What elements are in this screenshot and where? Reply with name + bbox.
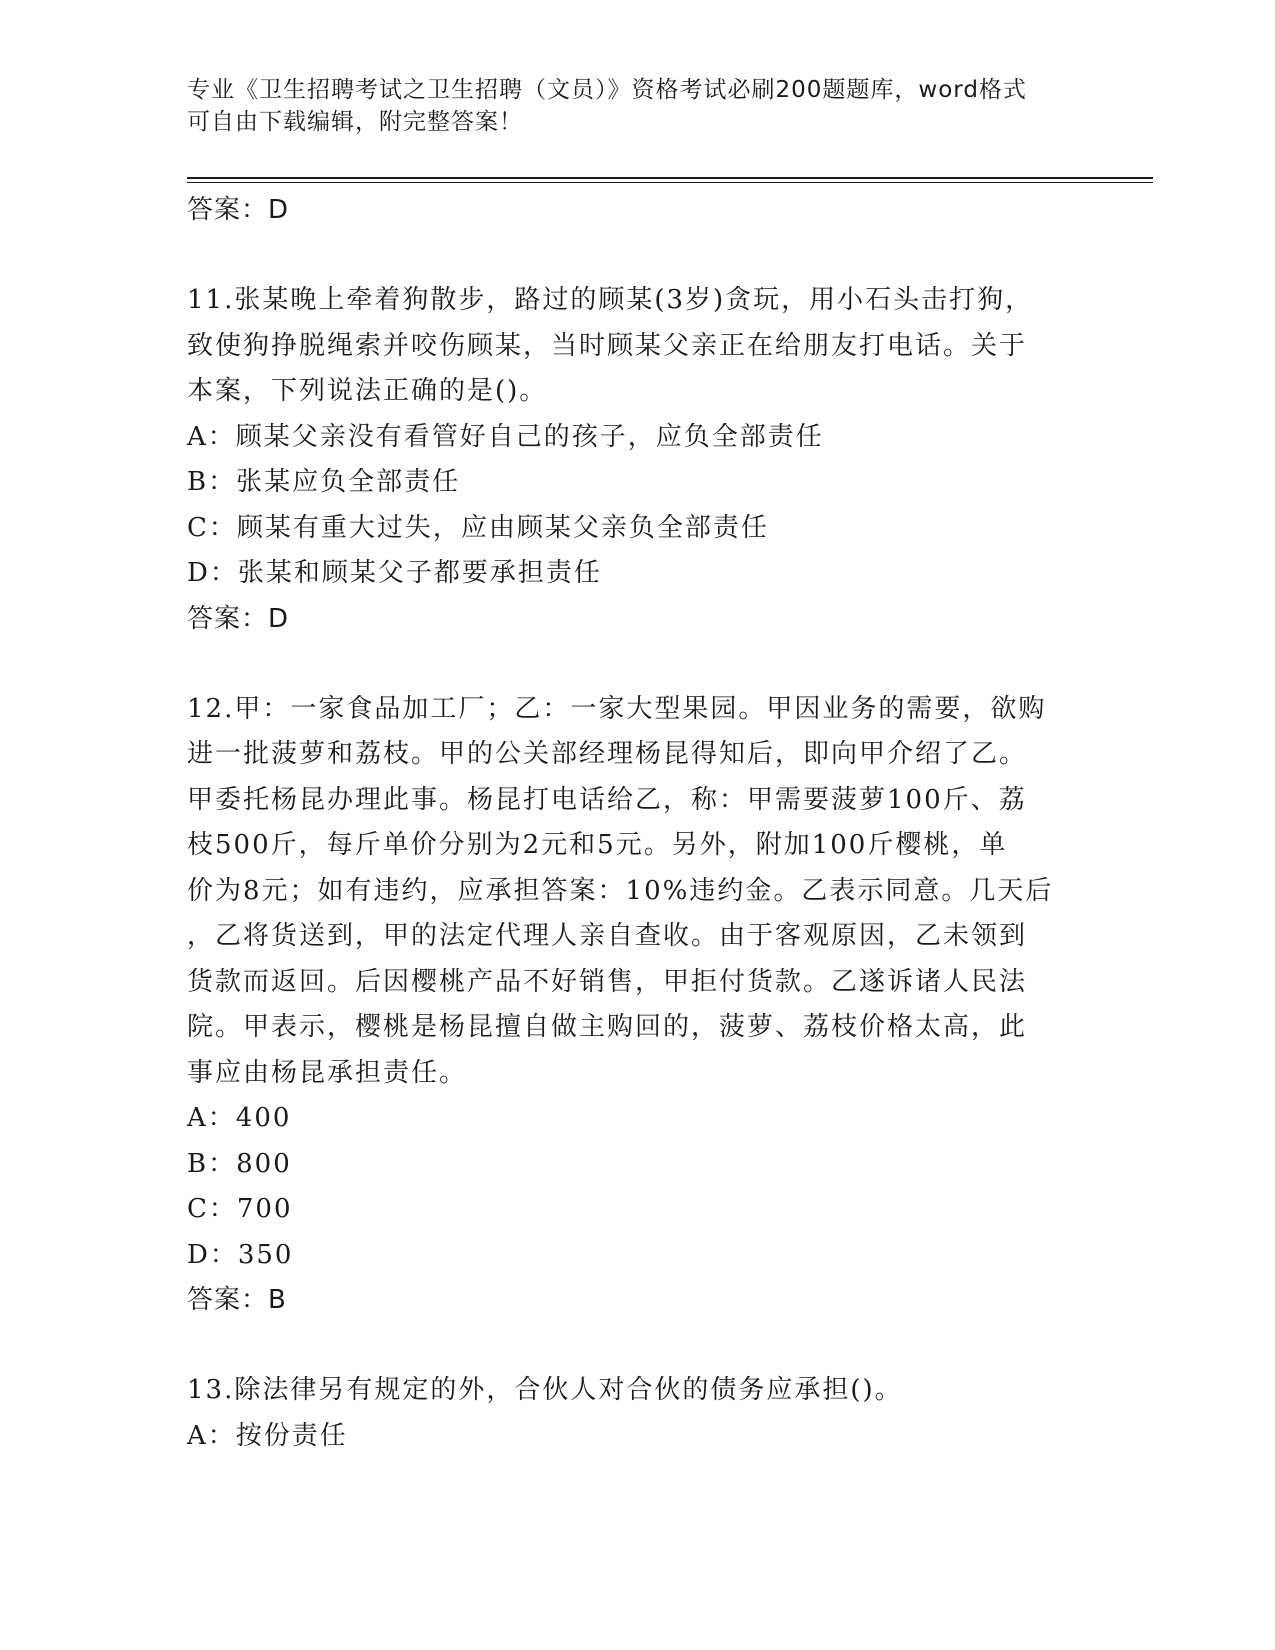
option-c: C：700 [187, 1194, 293, 1224]
spacer [187, 233, 1087, 278]
question-line: 院。甲表示，樱桃是杨昆擅自做主购回的，菠萝、荔枝价格太高，此 [187, 1012, 1028, 1042]
question-11 [187, 278, 1087, 415]
option-a: A：按份责任 [187, 1420, 348, 1451]
option-d: D：张某和顾某父子都要承担责任 [187, 558, 602, 588]
question-line: 致使狗挣脱绳索并咬伤顾某，当时顾某父亲正在给朋友打电话。关于 [187, 330, 1028, 361]
option-d: D：350 [187, 1239, 294, 1270]
option-c: C：顾某有重大过失，应由顾某父亲负全部责任 [187, 512, 769, 543]
document-body [187, 188, 1087, 1459]
question-line: 事应由杨昆承担责任。 [187, 1057, 468, 1088]
question-line: 本案，下列说法正确的是()。 [187, 376, 548, 406]
answer-line-q10: 答案：D [187, 195, 290, 225]
answer-line-q12: 答案：B [187, 1285, 287, 1315]
question-line: 进一批菠萝和荔枝。甲的公关部经理杨昆得知后，即向甲介绍了乙。 [187, 739, 1028, 769]
option-b: B：800 [187, 1148, 292, 1179]
question-line: ，乙将货送到，甲的法定代理人亲自查收。由于客观原因，乙未领到 [187, 921, 1028, 951]
spacer [187, 642, 1087, 687]
header-divider-thin [187, 182, 1153, 183]
question-13 [187, 1368, 1087, 1414]
answer-line-q11: 答案：D [187, 603, 290, 634]
header-line-1: 专业《卫生招聘考试之卫生招聘（文员）》资格考试必刷200题题库，word格式 [187, 77, 1027, 103]
option-a: A：顾某父亲没有看管好自己的孩子，应负全部责任 [187, 421, 824, 452]
question-12 [187, 687, 1087, 1097]
option-a: A：400 [187, 1103, 292, 1133]
document-header [187, 74, 1067, 138]
question-line: 11.张某晚上牵着狗散步，路过的顾某(3岁)贪玩，用小石头击打狗， [187, 285, 1034, 315]
question-line: 13.除法律另有规定的外，合伙人对合伙的债务应承担()。 [187, 1375, 903, 1405]
option-b: B：张某应负全部责任 [187, 467, 461, 497]
header-line-2: 可自由下载编辑，附完整答案！ [187, 109, 523, 135]
header-divider-thick [187, 177, 1153, 179]
question-line: 甲委托杨昆办理此事。杨昆打电话给乙，称：甲需要菠萝100斤、荔 [187, 784, 1027, 815]
question-line: 货款而返回。后因樱桃产品不好销售，甲拒付货款。乙遂诉诸人民法 [187, 966, 1028, 997]
question-line: 12.甲：一家食品加工厂；乙：一家大型果园。甲因业务的需要，欲购 [187, 693, 1047, 724]
spacer [187, 1323, 1087, 1368]
question-line: 枝500斤，每斤单价分别为2元和5元。另外，附加100斤樱桃，单 [187, 830, 1008, 860]
question-line: 价为8元；如有违约，应承担答案：10%违约金。乙表示同意。几天后 [187, 875, 1054, 906]
